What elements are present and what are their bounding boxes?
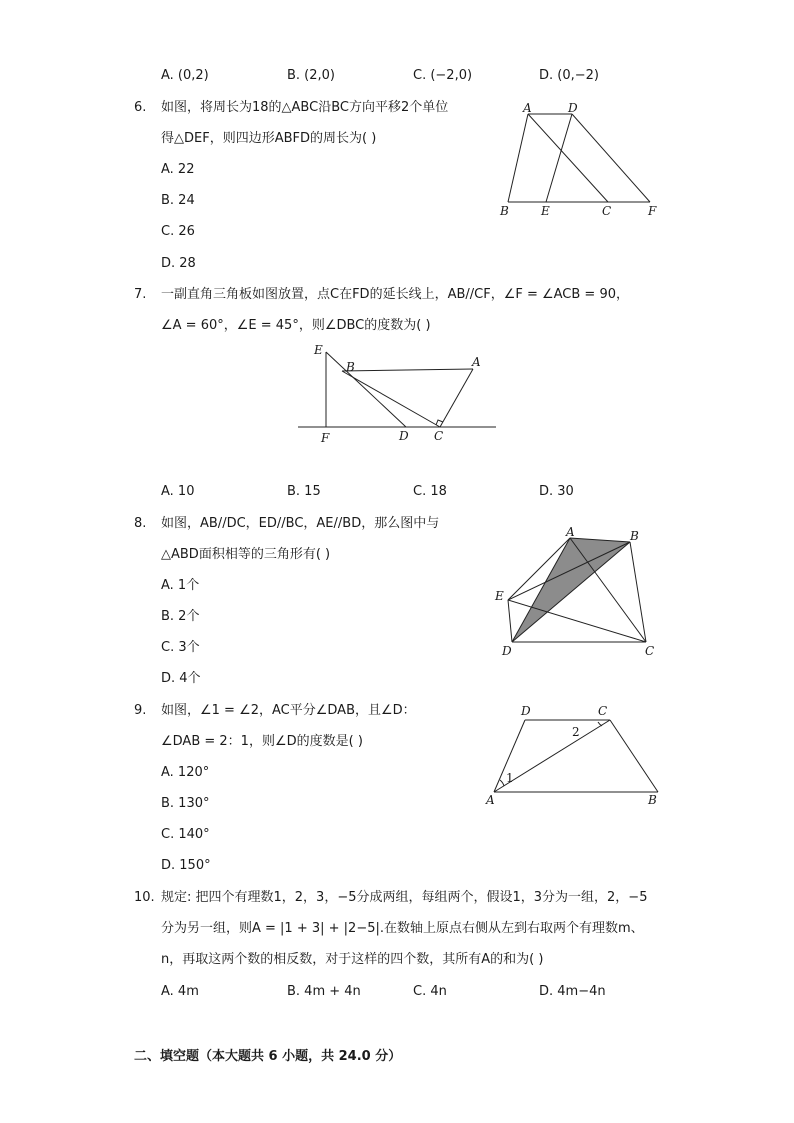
- q10-option-d: D. 4m−4n: [539, 984, 606, 999]
- q6-stem-line1: 如图，将周长为18的△ABC沿BC方向平移2个单位: [161, 100, 449, 115]
- q8-option-a: A. 1个: [161, 578, 200, 593]
- q9-angle-label-1: 1: [506, 771, 514, 785]
- q9-option-b: B. 130°: [161, 796, 210, 811]
- q5-option-b: B. (2,0): [287, 68, 336, 83]
- q9-figure: [480, 700, 670, 810]
- q5-option-d: D. (0,−2): [539, 68, 599, 83]
- q7-label-a: A: [472, 355, 481, 369]
- q7-option-b: B. 15: [287, 484, 321, 499]
- q6-label-e: E: [541, 204, 550, 218]
- q10-stem-line1: 规定: 把四个有理数1，2，3，−5分成两组，每组两个，假设1，3分为一组，2，−5: [161, 890, 648, 905]
- q8-label-a: A: [566, 525, 575, 539]
- q8-label-e: E: [495, 589, 504, 603]
- q7-option-c: C. 18: [413, 484, 447, 499]
- q8-option-c: C. 3个: [161, 640, 200, 655]
- q7-label-c: C: [434, 429, 444, 443]
- q6-option-c: C. 26: [161, 224, 195, 239]
- q10-stem-line2: 分为另一组，则A = |1 + 3| + |2−5|.在数轴上原点右侧从左到右取两个有理数m、: [161, 921, 644, 936]
- q6-figure: [490, 96, 670, 226]
- q8-label-b: B: [630, 529, 639, 543]
- q9-stem-line1: 如图，∠1 = ∠2，AC平分∠DAB，且∠D：: [161, 703, 416, 718]
- q7-stem-line1: 一副直角三角板如图放置，点C在FD的延长线上，AB//CF，∠F = ∠ACB = 90，: [161, 287, 629, 302]
- q8-segment-ed: [508, 600, 512, 642]
- q8-option-d: D. 4个: [161, 671, 201, 686]
- q5-option-a: A. (0,2): [161, 68, 209, 83]
- section-fill-in-heading: 二、填空题（本大题共 6 小题，共 24.0 分）: [134, 1049, 402, 1064]
- q8-figure: [490, 522, 670, 662]
- q7-label-f: F: [321, 431, 330, 445]
- q7-segment-ac: [440, 369, 473, 427]
- q7-stem-line2: ∠A = 60°，∠E = 45°，则∠DBC的度数为( ): [161, 318, 431, 333]
- q9-angle-arc-2: [598, 722, 602, 726]
- q9-label-b: B: [648, 793, 657, 807]
- q7-segment-ed: [326, 352, 406, 427]
- q8-label-c: C: [645, 644, 655, 658]
- q8-number: 8.: [134, 516, 147, 531]
- q6-option-b: B. 24: [161, 193, 195, 208]
- q9-segment-cb: [610, 720, 658, 792]
- q7-label-d: D: [399, 429, 409, 443]
- q10-option-c: C. 4n: [413, 984, 447, 999]
- q9-angle-label-2: 2: [572, 725, 580, 739]
- q8-label-d: D: [502, 644, 512, 658]
- q7-option-a: A. 10: [161, 484, 195, 499]
- q9-option-a: A. 120°: [161, 765, 210, 780]
- q9-label-c: C: [598, 704, 608, 718]
- q6-label-d: D: [568, 101, 578, 115]
- q6-number: 6.: [134, 100, 147, 115]
- q8-segment-bc: [630, 542, 646, 642]
- q10-number: 10.: [134, 890, 155, 905]
- q6-label-f: F: [648, 204, 657, 218]
- q7-number: 7.: [134, 287, 147, 302]
- q6-stem-line2: 得△DEF，则四边形ABFD的周长为( ): [161, 131, 377, 146]
- q7-figure: [290, 338, 505, 448]
- q6-segment-df: [572, 114, 650, 202]
- q6-label-a: A: [523, 101, 532, 115]
- q8-stem-line1: 如图，AB//DC，ED//BC，AE//BD，那么图中与: [161, 516, 440, 531]
- q7-segment-ba: [342, 369, 473, 371]
- q6-segment-ab: [508, 114, 528, 202]
- q9-option-d: D. 150°: [161, 858, 211, 873]
- q10-stem-line3: n，再取这两个数的相反数，对于这样的四个数，其所有A的和为( ): [161, 952, 544, 967]
- q6-label-b: B: [500, 204, 509, 218]
- q7-label-b: B: [346, 360, 355, 374]
- q6-label-c: C: [602, 204, 612, 218]
- q9-label-d: D: [521, 704, 531, 718]
- q9-option-c: C. 140°: [161, 827, 210, 842]
- q5-option-c: C. (−2,0): [413, 68, 473, 83]
- q9-angle-arc-1: [500, 780, 504, 786]
- q7-label-e: E: [314, 343, 323, 357]
- q10-option-a: A. 4m: [161, 984, 199, 999]
- q8-stem-line2: △ABD面积相等的三角形有( ): [161, 547, 331, 562]
- q7-option-d: D. 30: [539, 484, 574, 499]
- q6-option-a: A. 22: [161, 162, 195, 177]
- q9-stem-line2: ∠DAB = 2：1，则∠D的度数是( ): [161, 734, 363, 749]
- q8-option-b: B. 2个: [161, 609, 200, 624]
- q9-number: 9.: [134, 703, 147, 718]
- q9-label-a: A: [486, 793, 495, 807]
- q6-option-d: D. 28: [161, 256, 196, 271]
- q7-segment-bc: [342, 371, 440, 427]
- q10-option-b: B. 4m + 4n: [287, 984, 361, 999]
